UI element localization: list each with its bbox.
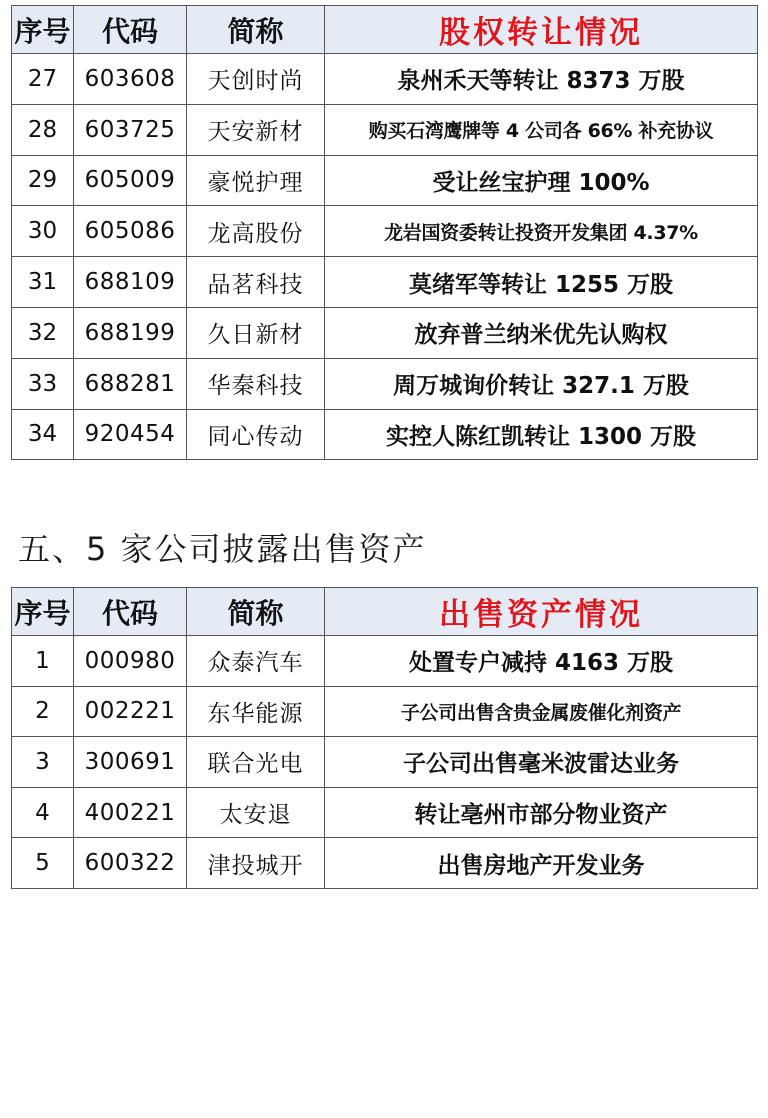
asset-sale-table: [11, 587, 758, 889]
cell-name: 豪悦护理: [187, 155, 325, 206]
header-seq: 序号: [12, 6, 74, 54]
cell-code: 920454: [74, 409, 187, 460]
cell-description: 龙岩国资委转让投资开发集团 4.37%: [325, 206, 758, 257]
cell-description: 子公司出售含贵金属废催化剂资产: [325, 686, 758, 737]
cell-seq: 27: [12, 54, 74, 105]
cell-seq: 4: [12, 787, 74, 838]
cell-description: 放弃普兰纳米优先认购权: [325, 307, 758, 358]
cell-name: 同心传动: [187, 409, 325, 460]
table-row: [12, 206, 758, 257]
cell-name: 津投城开: [187, 838, 325, 889]
cell-code: 400221: [74, 787, 187, 838]
cell-code: 603608: [74, 54, 187, 105]
table-row: [12, 737, 758, 788]
header-code: 代码: [74, 6, 187, 54]
cell-description: 子公司出售毫米波雷达业务: [325, 737, 758, 788]
header-asset-sale: 出售资产情况: [325, 588, 758, 636]
table-row: [12, 307, 758, 358]
table-row: [12, 54, 758, 105]
cell-seq: 3: [12, 737, 74, 788]
cell-description: 转让亳州市部分物业资产: [325, 787, 758, 838]
cell-seq: 30: [12, 206, 74, 257]
table-row: [12, 838, 758, 889]
cell-seq: 34: [12, 409, 74, 460]
cell-name: 太安退: [187, 787, 325, 838]
cell-seq: 33: [12, 358, 74, 409]
cell-description: 实控人陈红凯转让 1300 万股: [325, 409, 758, 460]
cell-name: 东华能源: [187, 686, 325, 737]
table-header-row: [12, 6, 758, 54]
table-row: [12, 409, 758, 460]
cell-description: 莫绪军等转让 1255 万股: [325, 257, 758, 308]
cell-name: 久日新材: [187, 307, 325, 358]
cell-description: 周万城询价转让 327.1 万股: [325, 358, 758, 409]
cell-code: 002221: [74, 686, 187, 737]
cell-description: 受让丝宝护理 100%: [325, 155, 758, 206]
cell-seq: 1: [12, 636, 74, 687]
cell-description: 出售房地产开发业务: [325, 838, 758, 889]
cell-seq: 32: [12, 307, 74, 358]
section-title: 五、5 家公司披露出售资产: [18, 530, 427, 568]
cell-name: 众泰汽车: [187, 636, 325, 687]
cell-name: 品茗科技: [187, 257, 325, 308]
table-row: [12, 358, 758, 409]
table-row: [12, 787, 758, 838]
cell-seq: 28: [12, 104, 74, 155]
cell-description: 购买石湾鹰牌等 4 公司各 66% 补充协议: [325, 104, 758, 155]
header-name: 简称: [187, 6, 325, 54]
cell-code: 688109: [74, 257, 187, 308]
cell-name: 华秦科技: [187, 358, 325, 409]
cell-code: 688199: [74, 307, 187, 358]
table-header-row: [12, 588, 758, 636]
cell-code: 600322: [74, 838, 187, 889]
table-row: [12, 155, 758, 206]
header-name: 简称: [187, 588, 325, 636]
table-row: [12, 257, 758, 308]
cell-name: 天安新材: [187, 104, 325, 155]
equity-transfer-table: [11, 5, 758, 460]
cell-code: 605009: [74, 155, 187, 206]
cell-description: 处置专户减持 4163 万股: [325, 636, 758, 687]
table-row: [12, 686, 758, 737]
header-seq: 序号: [12, 588, 74, 636]
cell-code: 688281: [74, 358, 187, 409]
cell-code: 605086: [74, 206, 187, 257]
cell-description: 泉州禾天等转让 8373 万股: [325, 54, 758, 105]
cell-name: 联合光电: [187, 737, 325, 788]
table-row: [12, 636, 758, 687]
cell-seq: 2: [12, 686, 74, 737]
header-code: 代码: [74, 588, 187, 636]
table-row: [12, 104, 758, 155]
cell-code: 603725: [74, 104, 187, 155]
cell-code: 300691: [74, 737, 187, 788]
cell-seq: 29: [12, 155, 74, 206]
cell-code: 000980: [74, 636, 187, 687]
cell-seq: 31: [12, 257, 74, 308]
cell-seq: 5: [12, 838, 74, 889]
header-equity-transfer: 股权转让情况: [325, 6, 758, 54]
cell-name: 天创时尚: [187, 54, 325, 105]
cell-name: 龙高股份: [187, 206, 325, 257]
